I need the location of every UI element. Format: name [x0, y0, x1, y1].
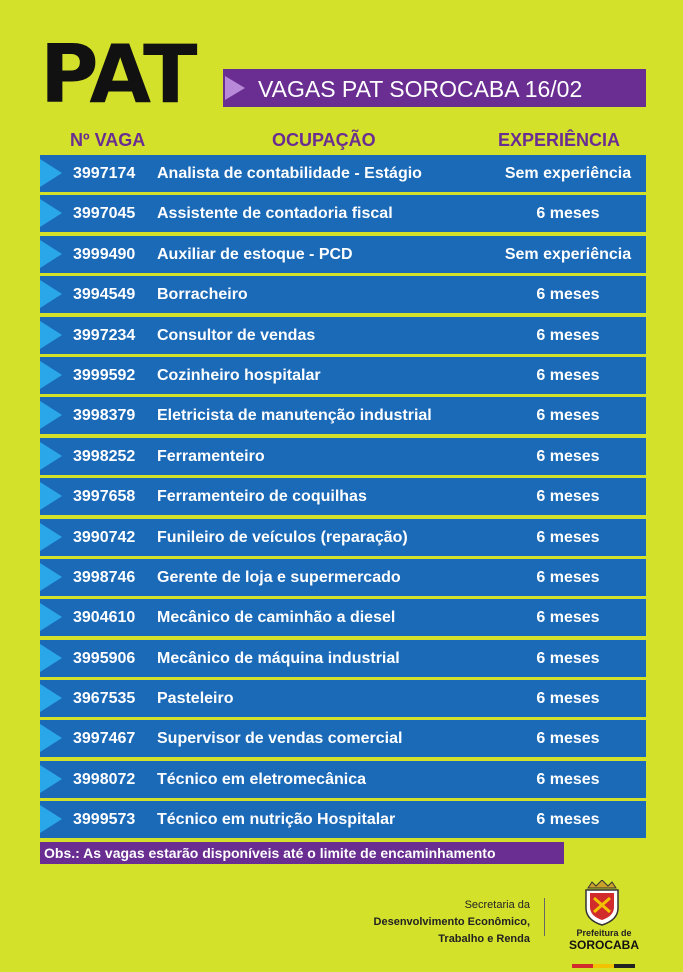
job-experience: Sem experiência	[504, 165, 632, 182]
job-code: 3997234	[73, 326, 136, 344]
job-occupation: Pasteleiro	[157, 690, 234, 708]
sorocaba-crest-icon	[580, 880, 624, 926]
title-arrow-icon	[225, 76, 245, 100]
job-occupation: Funileiro de veículos (reparação)	[157, 528, 408, 546]
job-experience: 6 meses	[536, 568, 600, 586]
job-experience: 6 meses	[536, 690, 600, 708]
row-arrow-icon	[40, 724, 62, 752]
job-code: 3999592	[73, 366, 136, 384]
job-occupation: Mecânico de máquina industrial	[157, 649, 400, 667]
job-code: 3997174	[73, 165, 136, 182]
job-experience: 6 meses	[536, 326, 600, 344]
job-experience: 6 meses	[536, 609, 600, 627]
job-experience: 6 meses	[536, 447, 600, 465]
row-arrow-icon	[40, 401, 62, 429]
job-code: 3994549	[73, 286, 136, 304]
row-arrow-icon	[40, 199, 62, 227]
job-code: 3990742	[73, 528, 136, 546]
job-row	[40, 559, 646, 596]
job-occupation: Ferramenteiro de coquilhas	[157, 488, 367, 506]
job-experience: 6 meses	[536, 649, 600, 667]
row-arrow-icon	[40, 321, 62, 349]
job-occupation: Técnico em nutrição Hospitalar	[157, 811, 396, 829]
column-header-ocupacao: OCUPAÇÃO	[272, 130, 376, 150]
row-arrow-icon	[40, 240, 62, 268]
row-arrow-icon	[40, 563, 62, 591]
prefeitura-city: SOROCABA	[568, 938, 639, 952]
pat-logo: PAT	[40, 28, 196, 121]
job-occupation: Analista de contabilidade - Estágio	[157, 165, 422, 182]
job-occupation: Ferramenteiro	[157, 447, 265, 465]
row-arrow-icon	[40, 482, 62, 510]
job-occupation: Gerente de loja e supermercado	[157, 568, 401, 586]
secretaria-credit	[330, 897, 530, 948]
job-code: 3998746	[73, 568, 136, 586]
job-code: 3998252	[73, 447, 136, 465]
job-occupation: Borracheiro	[157, 286, 248, 304]
page-title: VAGAS PAT SOROCABA 16/02	[258, 76, 583, 102]
job-occupation: Cozinheiro hospitalar	[157, 366, 321, 384]
job-code: 3999490	[73, 245, 136, 263]
secretaria-line-1: Secretaria da	[464, 899, 530, 911]
job-row	[40, 720, 646, 757]
row-arrow-icon	[40, 805, 62, 833]
job-experience: 6 meses	[536, 488, 600, 506]
job-experience: 6 meses	[536, 811, 600, 829]
job-row	[40, 276, 646, 313]
job-code: 3998379	[73, 407, 136, 425]
job-row	[40, 519, 646, 556]
job-row	[40, 801, 646, 838]
job-code: 3997658	[73, 488, 136, 506]
job-row	[40, 155, 646, 192]
secretaria-line-3: Trabalho e Renda	[438, 933, 530, 945]
job-row	[40, 478, 646, 515]
row-arrow-icon	[40, 361, 62, 389]
job-code: 3967535	[73, 690, 136, 708]
job-occupation: Assistente de contadoria fiscal	[157, 205, 393, 223]
job-occupation: Supervisor de vendas comercial	[157, 730, 403, 748]
job-row	[40, 317, 646, 354]
prefeitura-label: Prefeitura de	[576, 928, 632, 938]
job-code: 3995906	[73, 649, 136, 667]
job-code: 3904610	[73, 609, 136, 627]
job-experience: 6 meses	[536, 528, 600, 546]
job-occupation: Mecânico de caminhão a diesel	[157, 609, 396, 627]
secretaria-line-2: Desenvolvimento Econômico,	[373, 916, 530, 928]
job-experience: Sem experiência	[504, 245, 632, 263]
job-list	[40, 155, 646, 842]
job-experience: 6 meses	[536, 366, 600, 384]
job-experience: 6 meses	[536, 205, 600, 223]
row-arrow-icon	[40, 159, 62, 187]
row-arrow-icon	[40, 684, 62, 712]
row-arrow-icon	[40, 765, 62, 793]
observation-note: Obs.: As vagas estarão disponíveis até o limite de encaminhamento	[40, 842, 564, 864]
job-experience: 6 meses	[536, 407, 600, 425]
job-occupation: Técnico em eletromecânica	[157, 770, 366, 788]
job-row	[40, 438, 646, 475]
job-code: 3997467	[73, 730, 136, 748]
job-experience: 6 meses	[536, 730, 600, 748]
job-occupation: Consultor de vendas	[157, 326, 316, 344]
job-row	[40, 236, 646, 273]
row-arrow-icon	[40, 442, 62, 470]
footer-divider	[544, 898, 545, 936]
job-row	[40, 195, 646, 232]
job-row	[40, 357, 646, 394]
row-arrow-icon	[40, 644, 62, 672]
job-experience: 6 meses	[536, 286, 600, 304]
flag-stripe	[572, 953, 636, 957]
row-arrow-icon	[40, 280, 62, 308]
job-code: 3999573	[73, 811, 136, 829]
job-occupation: Eletricista de manutenção industrial	[157, 407, 432, 425]
column-header-experiencia: EXPERIÊNCIA	[498, 130, 621, 150]
job-code: 3998072	[73, 770, 136, 788]
job-occupation: Auxiliar de estoque - PCD	[157, 245, 353, 263]
job-row	[40, 761, 646, 798]
job-row	[40, 640, 646, 677]
job-experience: 6 meses	[536, 770, 600, 788]
job-row	[40, 599, 646, 636]
job-row	[40, 397, 646, 434]
job-code: 3997045	[73, 205, 136, 223]
job-row	[40, 680, 646, 717]
row-arrow-icon	[40, 523, 62, 551]
column-header-vaga: Nº VAGA	[70, 130, 146, 150]
row-arrow-icon	[40, 603, 62, 631]
